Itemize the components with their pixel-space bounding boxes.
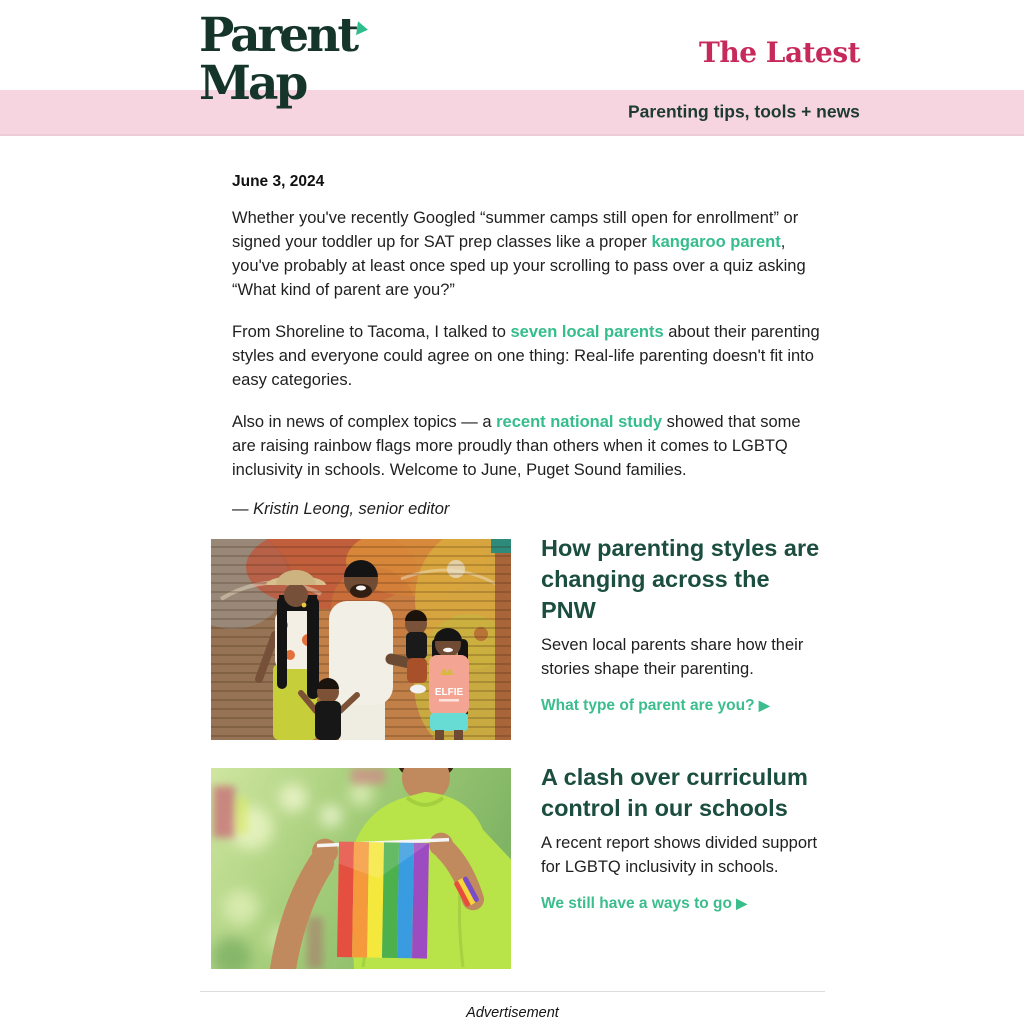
logo-flag-icon — [356, 21, 369, 36]
article-2 — [211, 764, 825, 969]
editor-signature: — Kristin Leong, senior editor — [232, 500, 450, 518]
intro-paragraph-2 — [232, 320, 822, 392]
article-2-text — [541, 764, 825, 969]
cta-label: What type of parent are you? — [541, 697, 755, 714]
article-1 — [211, 535, 825, 740]
family-photo[interactable] — [211, 539, 511, 740]
paragraph-text: showed that some are raising rainbow flags more proudly than others when it comes to LGBTQ inclusivity in schools. Welcome to June, Puget Sound families. — [232, 413, 801, 479]
article-1-description: Seven local parents share how their stories shape their parenting. — [541, 636, 804, 678]
svg-text:ELFIE: ELFIE — [434, 687, 464, 698]
article-2-title[interactable]: A clash over curriculum control in our schools — [541, 764, 808, 821]
logo-line-parent: Parent — [199, 8, 357, 63]
national-study-link[interactable]: recent national study — [496, 413, 663, 431]
intro-paragraph-3 — [232, 410, 822, 482]
seven-local-parents-link[interactable]: seven local parents — [510, 323, 664, 341]
logo-line-map: Map — [199, 56, 306, 111]
newsletter-header — [0, 0, 1024, 111]
family-photo-illustration — [211, 539, 511, 740]
newsletter-body — [211, 173, 825, 1021]
article-1-cta-link[interactable] — [541, 697, 770, 715]
article-1-text — [541, 535, 825, 740]
issue-date: June 3, 2024 — [232, 173, 325, 190]
paragraph-text: Also in news of complex topics — a — [232, 413, 497, 431]
cta-label: We still have a ways to go — [541, 895, 732, 912]
article-2-description: A recent report shows divided support for LGBTQ inclusivity in schools. — [541, 834, 818, 876]
play-icon: ▶ — [736, 895, 748, 911]
paragraph-text: Whether you've recently Googled “summer camps still open for enrollment” or signed your toddler up for SAT prep classes like a proper — [232, 209, 799, 251]
play-icon: ▶ — [758, 697, 770, 713]
paragraph-text: , you've probably at least once sped up your scrolling to pass over a quiz asking “What kind of parent are you?” — [232, 233, 806, 299]
paragraph-text: about their parenting styles and everyone could agree on one thing: Real-life parenting doesn't fit into easy categories. — [232, 323, 820, 389]
parentmap-logo[interactable] — [199, 8, 357, 111]
kangaroo-parent-link[interactable]: kangaroo parent — [651, 233, 781, 251]
tagline-band — [0, 90, 1024, 136]
paragraph-text: From Shoreline to Tacoma, I talked to — [232, 323, 511, 341]
article-1-title[interactable]: How parenting styles are changing across the PNW — [541, 535, 820, 623]
footer-divider — [200, 991, 825, 992]
pride-flag-illustration — [211, 768, 511, 969]
tagline-text: Parenting tips, tools + news — [628, 101, 860, 122]
masthead-title: The Latest — [699, 36, 861, 69]
article-2-cta-link[interactable] — [541, 895, 747, 913]
pride-flag-photo[interactable] — [211, 768, 511, 969]
intro-paragraph-1 — [232, 206, 822, 302]
advertisement-label: Advertisement — [466, 1005, 559, 1021]
